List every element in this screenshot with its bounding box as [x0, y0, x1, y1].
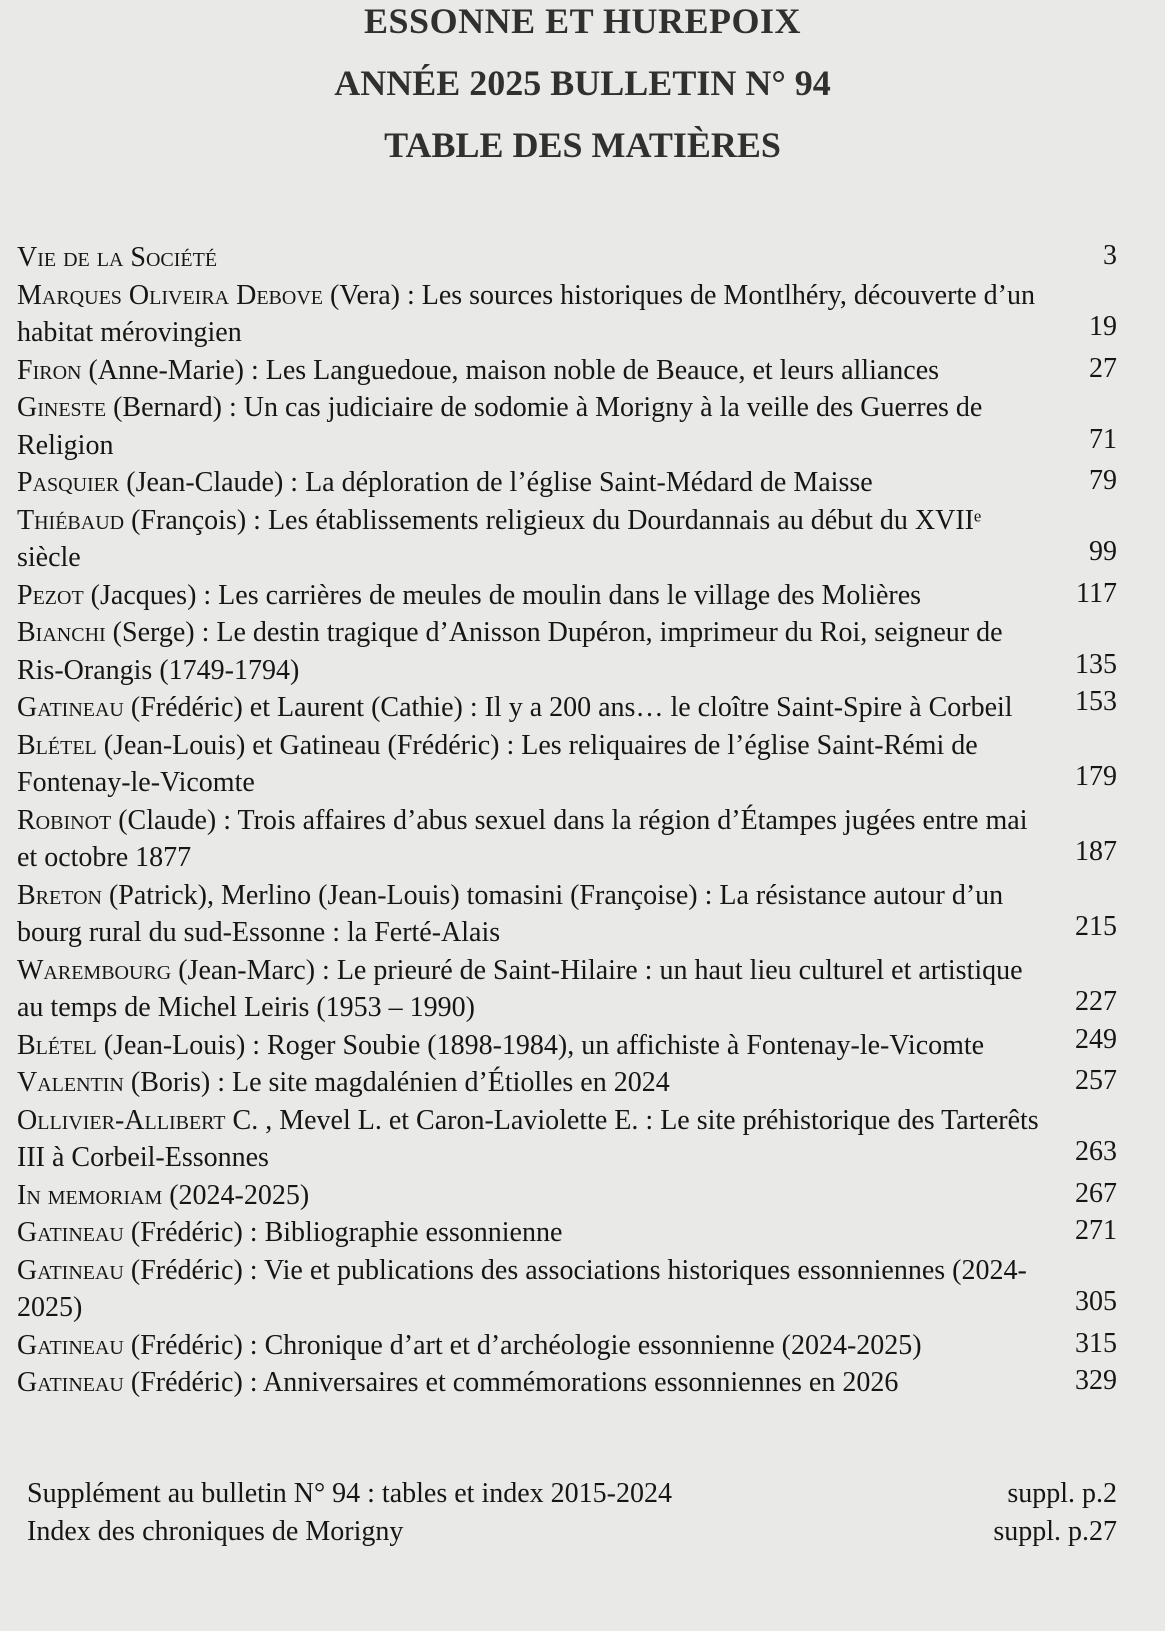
toc-entry: [17, 686, 1117, 727]
toc-entry-text: [17, 614, 1117, 689]
toc-entry-text: [17, 352, 1117, 390]
toc-title: (Jean-Claude) : La déploration de l’église Saint-Médard de Maisse: [119, 467, 873, 498]
toc-author: Blétel: [17, 1029, 97, 1061]
toc-title: (Jean-Louis) et Gatineau (Frédéric) : Les reliquaires de l’église Saint-Rémi de Fontenay-le-Vicomte: [17, 729, 978, 798]
toc-title: (Frédéric) : Chronique d’art et d’archéologie essonnienne (2024-2025): [123, 1329, 922, 1361]
toc-entry-text: [17, 277, 1117, 352]
toc-author: Warembourg: [17, 954, 172, 986]
toc-entry-text: [17, 502, 1117, 577]
toc-author: Thiébaud: [17, 504, 125, 536]
toc-entry-text: [17, 464, 1117, 502]
toc-author: Marques Oliveira Debove: [17, 279, 323, 311]
toc-entry: [17, 1364, 1117, 1402]
toc-title: (Anne-Marie) : Les Languedoue, maison noble de Beauce, et leurs alliances: [81, 354, 940, 386]
toc-entry-text: [17, 952, 1117, 1027]
toc-title: (François) : Les établissements religieux du Dourdannais au début du XVIIᵉ siècle: [17, 504, 982, 573]
toc-entry: [17, 1252, 1117, 1327]
toc-page-number: 227: [1075, 986, 1117, 1017]
toc-page-number: 271: [1075, 1215, 1117, 1246]
toc-entry-text: [17, 1177, 1117, 1215]
toc-page-number: 267: [1075, 1177, 1117, 1209]
toc-author: Pezot: [17, 579, 84, 611]
toc-page-number: 305: [1075, 1286, 1117, 1317]
toc-page-number: 329: [1075, 1365, 1117, 1396]
toc-entry-text: [17, 1214, 1117, 1252]
toc-author: In memoriam: [17, 1179, 163, 1211]
toc-author: Pasquier: [17, 467, 120, 498]
toc-entry: [17, 1064, 1117, 1102]
toc-author: Valentin: [17, 1067, 124, 1098]
toc-author: Gatineau: [17, 1367, 124, 1398]
toc-entry-text: [17, 1102, 1117, 1177]
toc-page-number: 3: [1103, 240, 1117, 271]
toc-entry-text: [17, 727, 1117, 802]
toc-page-number: 315: [1075, 1327, 1117, 1359]
toc-author: Robinot: [17, 804, 112, 836]
toc-title: (Boris) : Le site magdalénien d’Étiolles en 2024: [123, 1067, 670, 1098]
toc-title: (Patrick), Merlino (Jean-Louis) tomasini (Françoise) : La résistance autour d’un bourg rural du sud-Essonne : la Ferté-Alais: [17, 879, 1004, 948]
toc-author: Bianchi: [17, 617, 106, 648]
toc-entry: [17, 1023, 1117, 1065]
toc-entry: [17, 352, 1117, 390]
toc-entry-text: [17, 802, 1117, 877]
toc-entry: [17, 277, 1117, 352]
toc-author: Gatineau: [17, 1217, 124, 1248]
toc-entry: [17, 239, 1117, 277]
toc-author: Firon: [17, 354, 82, 386]
toc-page-number: 27: [1089, 352, 1117, 384]
toc-entry-text: [17, 1327, 1117, 1365]
toc-entry: [17, 464, 1117, 502]
toc-entry-text: [17, 1364, 1117, 1402]
toc-entry-text: [17, 389, 1117, 464]
toc-entry: [17, 389, 1117, 464]
toc-author: Gatineau: [17, 1254, 124, 1286]
bulletin-title: ANNÉE 2025 BULLETIN N° 94: [334, 63, 831, 103]
toc-entry-text: [17, 1027, 1117, 1065]
toc-entry: [17, 614, 1117, 689]
toc-entry-text: [17, 239, 1117, 277]
toc-page-number: 71: [1089, 423, 1117, 455]
toc-title: (Frédéric) : Anniversaires et commémorations essonniennes en 2026: [123, 1367, 899, 1398]
toc-author: Gatineau: [17, 692, 124, 723]
toc-page-number: 19: [1089, 311, 1117, 342]
toc-author: Gineste: [17, 392, 107, 423]
toc-entry: [17, 802, 1117, 877]
toc-author: Blétel: [17, 729, 97, 761]
toc-page-number: 263: [1075, 1136, 1117, 1167]
toc-title: C. , Mevel L. et Caron-Laviolette E. : Le site préhistorique des Tarterêts III à Corbeil-Essonnes: [17, 1104, 1039, 1173]
toc-page-number: 187: [1075, 836, 1117, 867]
toc-entry: [17, 502, 1117, 577]
toc-entry-text: [17, 689, 1117, 727]
toc-page-number: 153: [1075, 686, 1117, 717]
toc-page-number: 179: [1075, 761, 1117, 792]
toc-entry-text: [17, 1064, 1117, 1102]
toc-entry: [17, 727, 1117, 802]
toc-title: (Frédéric) : Bibliographie essonnienne: [123, 1217, 563, 1248]
toc-title: (Frédéric) et Laurent (Cathie) : Il y a 200 ans… le cloître Saint-Spire à Corbeil: [123, 692, 1013, 723]
toc-title: (Claude) : Trois affaires d’abus sexuel dans la région d’Étampes jugées entre mai et octobre 1877: [17, 804, 1028, 873]
supplement-page: suppl. p.27: [993, 1516, 1117, 1547]
toc-entry: [17, 1177, 1117, 1215]
toc-title: (Serge) : Le destin tragique d’Anisson Dupéron, imprimeur du Roi, seigneur de Ris-Orangis (1749-1794): [17, 617, 1003, 686]
supplement-label: Index des chroniques de Morigny: [27, 1516, 404, 1547]
toc-title: (2024-2025): [162, 1179, 310, 1211]
toc-page-number: 135: [1075, 648, 1117, 680]
toc-page-number: 257: [1075, 1065, 1117, 1096]
journal-title: ESSONNE ET HUREPOIX: [364, 1, 801, 41]
toc-title: (Jean-Louis) : Roger Soubie (1898-1984), un affichiste à Fontenay-le-Vicomte: [96, 1029, 985, 1061]
toc-title: (Frédéric) : Vie et publications des associations historiques essonniennes (2024-2025): [17, 1254, 1027, 1323]
toc-entry-text: [17, 877, 1117, 952]
toc-entry: [17, 577, 1117, 615]
toc-author: Breton: [17, 879, 102, 911]
supplement-page: suppl. p.2: [1007, 1478, 1117, 1509]
toc-author: Vie de la Société: [17, 242, 218, 273]
toc-entry-text: [17, 577, 1117, 615]
toc-entry: [17, 1102, 1117, 1177]
toc-entry: [17, 952, 1117, 1027]
toc-entry-text: [17, 1252, 1117, 1327]
toc-heading: TABLE DES MATIÈRES: [384, 125, 781, 165]
toc-page-number: 249: [1075, 1023, 1117, 1055]
toc-page-number: 215: [1075, 911, 1117, 942]
toc-author: Ollivier-Allibert: [17, 1104, 226, 1136]
toc-title: (Bernard) : Un cas judiciaire de sodomie à Morigny à la veille des Guerres de Religion: [17, 392, 983, 461]
toc-author: Gatineau: [17, 1329, 124, 1361]
toc-entry: [17, 1214, 1117, 1252]
toc-page-number: 99: [1089, 536, 1117, 567]
supplement-label: Supplément au bulletin N° 94 : tables et index 2015-2024: [27, 1478, 672, 1509]
toc-entry: [17, 877, 1117, 952]
toc-title: (Jean-Marc) : Le prieuré de Saint-Hilaire : un haut lieu culturel et artistique au temps de Michel Leiris (1953 – 1990): [17, 954, 1023, 1023]
toc-title: (Vera) : Les sources historiques de Montlhéry, découverte d’un habitat mérovingien: [17, 279, 1035, 348]
toc-list: [17, 239, 1117, 1402]
toc-title: (Jacques) : Les carrières de meules de moulin dans le village des Molières: [83, 579, 922, 611]
toc-page-number: 79: [1089, 465, 1117, 496]
toc-page-number: 117: [1076, 577, 1117, 609]
toc-entry: [17, 1327, 1117, 1365]
